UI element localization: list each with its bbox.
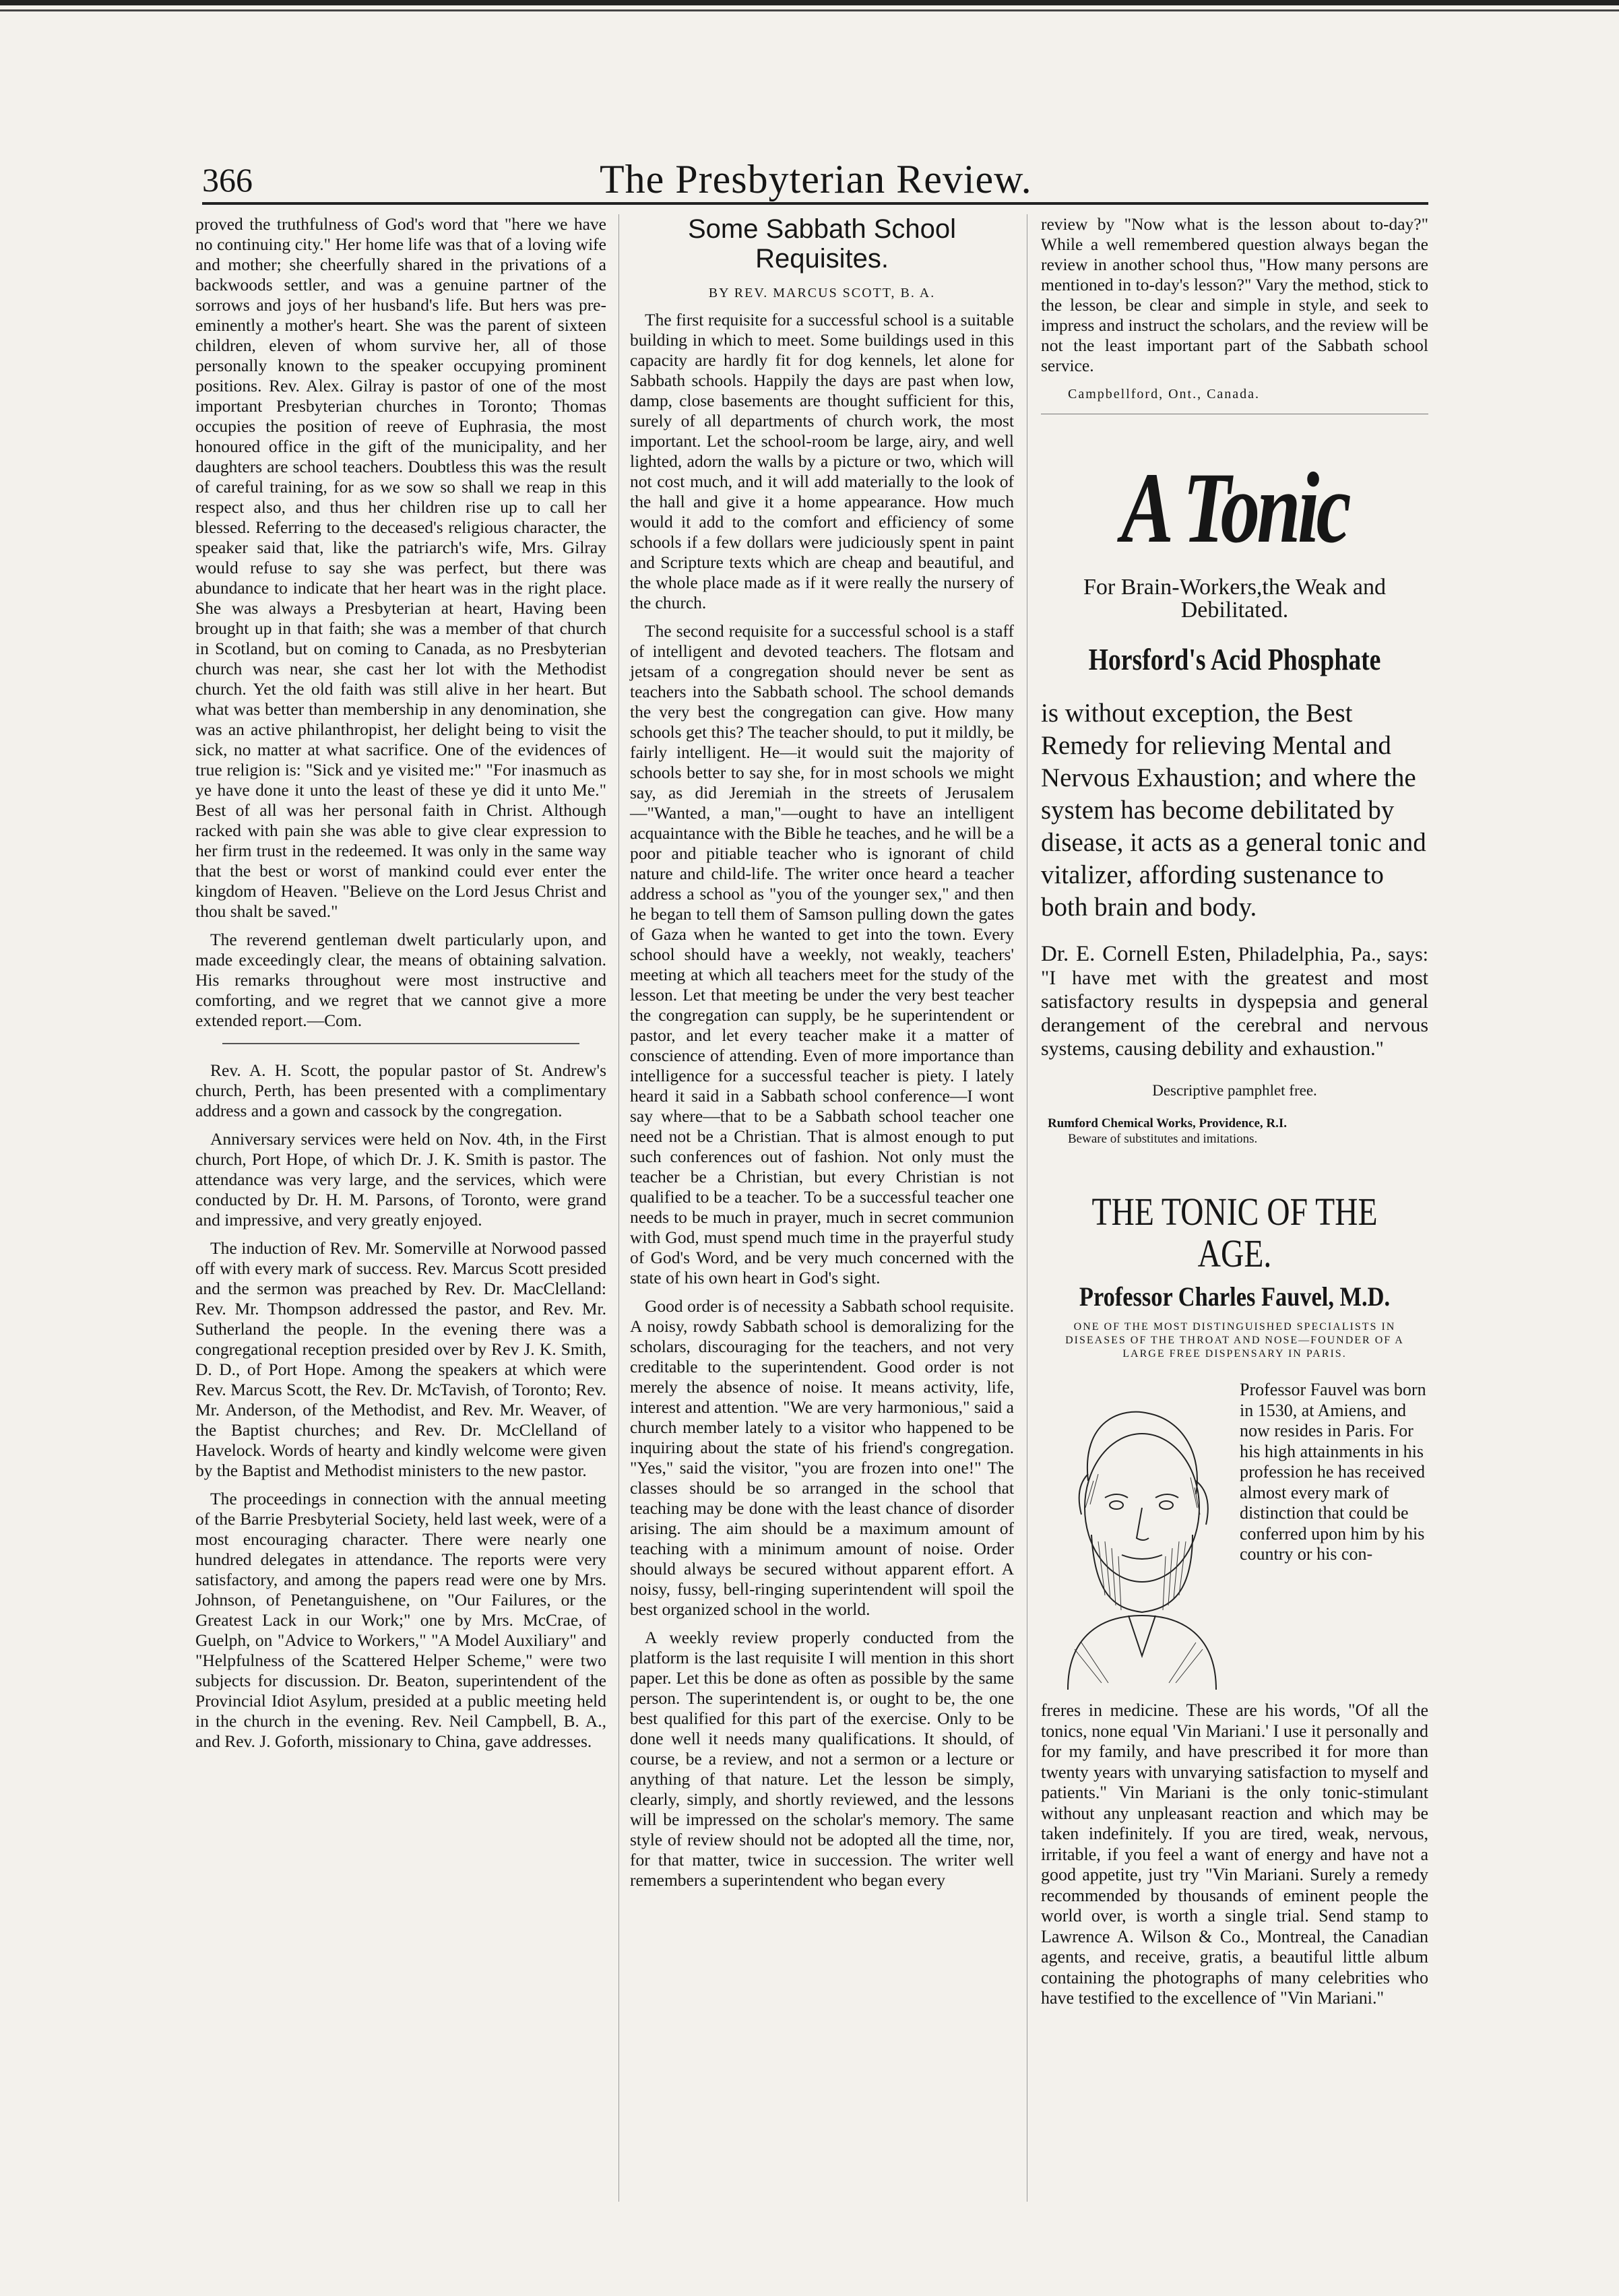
ad-body-text: is without exception, the Best Remedy for relieving Mental and Nervous Exhaustion; and where the system has become debilitated by disease, it acts as a general tonic and vitalizer, affording sustenance to both brain and body. [1041, 699, 1426, 922]
fauvel-portrait-engraving [1041, 1380, 1236, 1690]
ad-bio-side-text: Professor Fauvel was born in 1530, at Amiens, and now resides in Paris. For his high attainments in his profession he has received almost every mark of distinction that could be conferred upon him by his country or his con- [1240, 1380, 1426, 1564]
portrait-block [1041, 1380, 1428, 1696]
news-item-barrie-society: The proceedings in connection with the annual meeting of the Barrie Presbyterial Society, held last week, were of a most encouraging character. There were nearly one hundred delegates in attendance. The reports were very satisfactory, and among the papers read were one by Mrs. Johnson, of Penetanguishene, on "Our Failures, or the Greatest Lack in our Work;" one by Mrs. McCrae, of Guelph, on "Advice to Workers," "A Model Auxiliary" and "Helpfulness of the Scattered Helper Scheme," were two subjects for discussion. Dr. Beaton, superintendent of the Provincial Idiot Asylum, presided at a public meeting held in the church in the evening. Rev. Neil Campbell, B. A., and Rev. J. Goforth, missionary to China, gave addresses. [195, 1489, 606, 1751]
ad-pamphlet-note: Descriptive pamphlet free. [1152, 1082, 1317, 1099]
news-item-induction: The induction of Rev. Mr. Somerville at Norwood passed off with every mark of success. Rev. Marcus Scott presided and the sermon was preached by Rev. Dr. MacClelland: Rev. Mr. Thompson addressed the pastor, and Rev. Mr. Sutherland the people. In the evening there was a congregational reception presided over by Rev J. K. Smith, D. D., of Port Hope. Among the speakers at which were Rev. Marcus Scott, the Rev. Dr. McTavish, of Toronto; Rev. Mr. Anderson, of the Methodist, and Rev. Mr. Weaver, of the Baptist churches; and Rev. Dr. McClelland of Havelock. Words of hearty and kindly welcome were given by the Baptist and Methodist ministers to the new pastor. [195, 1238, 606, 1480]
testimonial-name: Dr. E. Cornell Esten, [1041, 942, 1232, 966]
column-2 [630, 214, 1014, 1899]
ad-bio-text: freres in medicine. These are his words, "Of all the tonics, none equal 'Vin Mariani.' I use it personally and for my family, and have prescribed it for more than twenty years with unvarying satisfaction to myself and patients." Vin Mariani is the only tonic-stimulant without any unpleasant reaction and which may be taken indefinitely. If you are tired, weak, nervous, irritable, if you feel a want of energy and have not a good appetite, just try "Vin Mariani. Surely a remedy recommended by thousands of eminent people the world over, is worth a single trial. Send stamp to Lawrence A. Wilson & Co., Montreal, the Canadian agents, and receive, gratis, a beautiful little album containing the photographs of many celebrities who have testified to the excellence of "Vin Mariani." [1041, 1700, 1428, 2008]
news-item-anniversary: Anniversary services were held on Nov. 4th, in the First church, Port Hope, of which Dr. J. K. Smith is pastor. The attendance was very large, and the services, which were conducted by Dr. H. M. Parsons, of Toronto, were grand and impressive, and very greatly enjoyed. [195, 1129, 606, 1230]
page-title: The Presbyterian Review. [600, 157, 1032, 201]
column-divider [618, 214, 619, 2202]
news-item-scott: Rev. A. H. Scott, the popular pastor of St. Andrew's church, Perth, has been presented with a complimentary address and a gown and cassock by the congregation. [195, 1060, 606, 1120]
section-divider [222, 1043, 579, 1044]
ad-warning: Beware of substitutes and imitations. [1068, 1132, 1258, 1146]
page-number: 366 [202, 161, 253, 199]
header-rule [202, 202, 1428, 205]
ad-maker: Rumford Chemical Works, Providence, R.I. [1048, 1116, 1288, 1130]
article-continuation: review by "Now what is the lesson about to-day?" While a well remembered question always began the review in another school thus, "How many persons are mentioned in to-day's lesson?" Vary the method, stick to the lesson, be clear and simple in style, and seek to impress and instruct the scholars, and the review will be not the least important part of the Sabbath school service. [1041, 214, 1428, 375]
ad-headline: A Tonic [1121, 452, 1348, 564]
top-border-rule [0, 0, 1619, 5]
vin-mariani-ad [1041, 1191, 1428, 2009]
ad-person-name: Professor Charles Fauvel, M.D. [1079, 1281, 1391, 1312]
testimonial-text: Philadelphia, Pa., says: "I have met with the greatest and most satisfactory results in dyspepsia and general derangement of the cerebral and nervous systems, causing debility and exhaustion." [1041, 943, 1428, 1060]
ad-subheadline: For Brain-Workers,the Weak and Debilitated. [1083, 575, 1386, 623]
article-signature: Campbellford, Ont., Canada. [1068, 387, 1261, 402]
article-paragraph: The first requisite for a successful school is a suitable building in which to meet. Some buildings used in this capacity are hardly fit for dog kennels, let alone for Sabbath schools. Happily the days are past when low, damp, close basements are thought sufficient for this, surely of all departments of church work, the most important. Let the school-room be large, airy, and well lighted, adorn the walls by a picture or two, which will not cost much, and it will add materially to the look of the hall and give it a home appearance. How much would it add to the comfort and efficiency of some schools if a few dollars were judiciously spent in paint and Scripture texts which are cheap and beautiful, and the whole place made as if it were really the nursery of the church. [630, 310, 1014, 612]
ad-product-name: Horsford's Acid Phosphate [1088, 642, 1381, 676]
article-paragraph: The second requisite for a successful school is a staff of intelligent and devoted teachers. The flotsam and jetsam of a congregation should never be sent as teachers into the Sabbath school. The school demands the very best the congregation can give. How many schools get this? The teacher should, to put it mildly, be fairly intelligent. He—it would suit the majority of schools better to say she, for in most schools we might say, as did Jeremiah in the streets of Jerusalem—"Wanted, a man,"—ought to have an intelligent acquaintance with the Bible he teaches, and he will be a poor and pitiable teacher who is ignorant of child nature and child-life. The writer once heard a teacher address a school as "you of the younger sex," and then he began to tell them of Samson pulling down the gates of Gaza when he wanted to get into the town. Every school should have a weekly, not weakly, teachers' meeting at which all teachers meet for the study of the lesson. Let that meeting be under the very best teacher the congregation can supply, be he superintendent or pastor, and let every teacher make it a matter of conscience of attending. Even of more importance than intelligence for a successful teacher is piety. I lately heard it said in a Sabbath school conference—I wont say where—that to be a Sabbath school teacher one need not be a Christian. That is almost enough to put such conferences out of fashion. Not only must the teacher be a Christian, but every Christian is not qualified to be a teacher. To be a successful teacher one needs to be much in prayer, much in secret communion with God, must spend much time in the prayerful study of God's Word, and be very much concerned with the state of his own heart in God's sight. [630, 621, 1014, 1287]
gilray-obituary-closing: The reverend gentleman dwelt particularly upon, and made exceedingly clear, the means of obtaining salvation. His remarks throughout were most instructive and comforting, and we regret that we cannot give a more extended report.—Com. [195, 930, 606, 1030]
ad-headline: THE TONIC OF THE AGE. [1091, 1190, 1378, 1275]
article-paragraph: Good order is of necessity a Sabbath school requisite. A noisy, rowdy Sabbath school is demoralizing for the scholars, discouraging for the teachers, and not very creditable to the superintendent. Good order is not merely the absence of noise. It means activity, life, interest and attention. "We are very harmonious," said a church member lately to a visitor who happened to be inquiring about the state of his friend's congregation. "Yes," said the visitor, "you are frozen into one!" The classes should be so arranged in the school that teaching may be done with the least chance of disorder arising. The aim should be a maximum amount of teaching with a minimum amount of noise. Order should always be secured without apparent effort. A noisy, fussy, bell-ringing superintendent will spoil the best organized school in the world. [630, 1296, 1014, 1619]
article-title: Some Sabbath School Requisites. [687, 214, 957, 274]
ad-credentials: ONE OF THE MOST DISTINGUISHED SPECIALISTS IN DISEASES OF THE THROAT AND NOSE—FOUNDER OF A LARGE FREE DISPENSARY IN PARIS. [1065, 1321, 1404, 1360]
column-1 [195, 214, 606, 1760]
gilray-obituary-text: proved the truthfulness of God's word that "here we have no continuing city." Her home life was that of a loving wife and mother; she cheerfully shared in the privations of a backwoods settler, and was a genuine partner of the sorrows and joys of her husband's life. But hers was pre-eminently a mother's heart. She was the parent of sixteen children, eleven of whom survive her, all of those personally known to the speaker occupying prominent positions. Rev. Alex. Gilray is pastor of one of the most important Presbyterian churches in Toronto; Thomas occupies the position of reeve of Euphrasia, the most honoured office in the gift of the municipality, and her daughters are school teachers. Doubtless this was the result of careful training, for as we sow so shall we reap in this respect also, and thus her children rise up to call her blessed. Referring to the deceased's religious character, the speaker said that, like the patriarch's wife, Mrs. Gilray would refuse to say she was perfect, but there was abundance to indicate that her heart was in the right place. She was always a Presbyterian at heart, Having been brought up in that faith; she was a member of that church in Scotland, but on coming to Canada, as no Presbyterian church was near, she cast her lot with the Methodist church. Yet the old faith was still alive in her heart. But what was better than membership in any denomination, she was an active philanthropist, her delight being to visit the sick, no matter at what sacrifice. One of the evidences of true religion is: "Sick and ye visited me:" "For inasmuch as ye have done it unto the least of these ye did it unto Me." Best of all was her personal faith in Christ. Although racked with pain she was able to give clear expression to her firm trust in the redeemed. It was only in the same way that the best or worst of mankind could ever enter the kingdom of Heaven. "Believe on the Lord Jesus Christ and thou shalt be saved." [195, 214, 606, 921]
column-3 [1041, 214, 1428, 2009]
article-paragraph: A weekly review properly conducted from the platform is the last requisite I will mention in this short paper. Let this be done as often as possible by the same person. The superintendent is, or ought to be, the one best qualified for this part of the exercise. Only to be done well it needs many qualifications. It should, of course, be a review, and not a sermon or a lecture or anything of that nature. Let the lesson be simply, clearly, simply, and shortly reviewed, and the lessons will be impressed on the scholar's memory. The same style of review should not be adopted all the time, nor, for that matter, twice in succession. The writer well remembers a superintendent who began every [630, 1628, 1014, 1890]
article-byline: BY REV. MARCUS SCOTT, B. A. [708, 286, 936, 300]
ad-testimonial [1041, 943, 1428, 1060]
top-border-rule-thin [0, 9, 1619, 11]
acid-phosphate-ad [1041, 452, 1428, 1147]
